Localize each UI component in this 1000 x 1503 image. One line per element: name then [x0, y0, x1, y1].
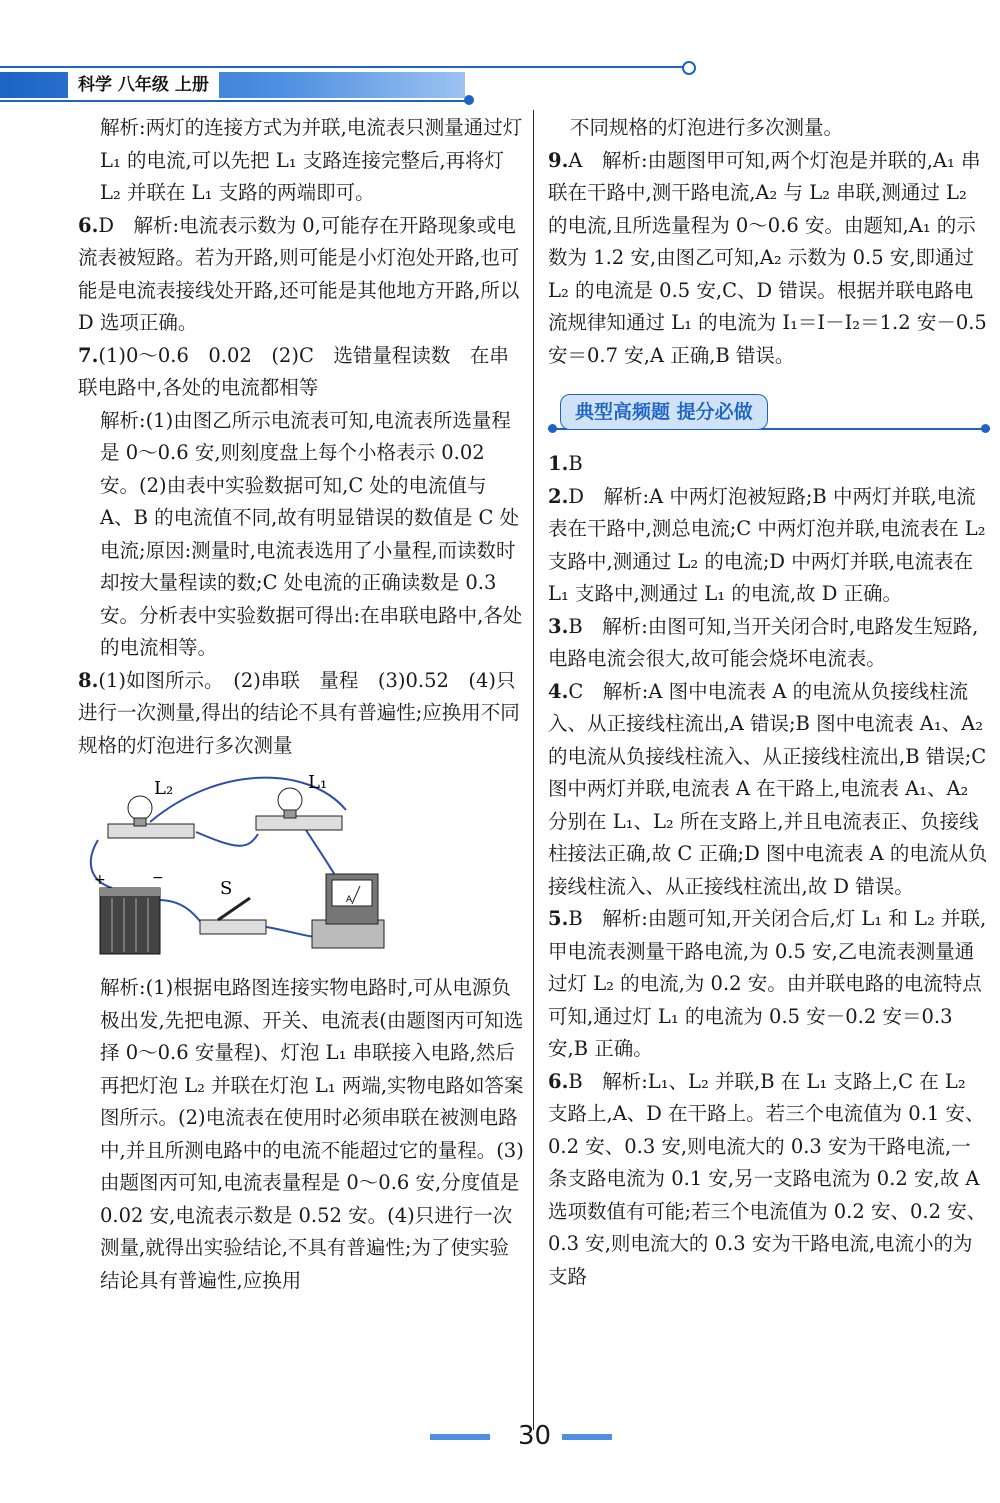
question-text: A 解析:由题图甲可知,两个灯泡是并联的,A₁ 串联在干路中,测干路电流,A₂ 与 L₂ 串联,测通过 L₂ 的电流,且所选量程为 0～0.6 安。由题知,A₁ 的示数为 1.2 安,由图乙可知,A₂ 示数为 0.5 安,即通过 L₂ 的电流是 0.5 安,C、D 错误。根据并联电路电流规律知通过 L₁ 的电流为 I₁＝I－I₂＝1.2 安－0.5 安＝0.7 安,A 正确,B 错误。	[548, 148, 987, 367]
item-text: C 解析:A 图中电流表 A 的电流从负接线柱流入、从正接线柱流出,A 错误;B 图中电流表 A₁、A₂ 的电流从负接线柱流入、从正接线柱流出,B 错误;C 图中两灯并联,电流表 A 在干路上,电流表 A₁、A₂ 分别在 L₁、L₂ 所在支路上,并且电流表正、负接线柱接法正确,故 C 正确;D 图中电流表 A 的电流从负接线柱流入、从正接线柱流出,故 D 错误。	[548, 679, 988, 898]
section-header	[548, 390, 990, 434]
switch-label: S	[220, 878, 233, 899]
book-title: 科学 八年级 上册	[68, 72, 219, 98]
item-4	[548, 676, 990, 904]
switch-s	[200, 878, 266, 934]
header-rule	[0, 66, 690, 68]
question-text: D 解析:电流表示数为 0,可能存在开路现象或电流表被短路。若为开路,则可能是小灯泡处开路,也可能是电流表接线处开路,还可能是其他地方开路,所以 D 选项正确。	[78, 213, 520, 334]
question-number: 6.	[78, 213, 99, 237]
question-8	[78, 665, 524, 763]
section-dot-left	[548, 424, 557, 433]
item-2	[548, 481, 990, 611]
bulb-l2-label: L₂	[154, 778, 174, 799]
q8-analysis-continued: 不同规格的灯泡进行多次测量。	[570, 116, 844, 139]
footer-bar-left	[430, 1434, 490, 1440]
question-answer: (1)如图所示。 (2)串联 量程 (3)0.52 (4)只进行一次测量,得出的结论不具有普遍性;应换用不同规格的灯泡进行多次测量	[78, 668, 520, 757]
wire-battery-switch	[158, 900, 206, 928]
section-dot-right	[981, 424, 990, 433]
header-rule-lower	[0, 100, 470, 102]
header-dot-ornament	[682, 61, 696, 75]
wire-mid	[196, 832, 258, 846]
q7-analysis: 解析:(1)由图乙所示电流表可知,电流表所选量程是 0～0.6 安,则刻度盘上每个小格表示 0.02 安。(2)由表中实验数据可知,C 处的电流值与 A、B 的电流值不同,故有明显错误的数值是 C 处电流;原因:测量时,电流表选用了小量程,而读数时却按大量程读的数;C 处电流的正确读数是 0.3 安。分析表中实验数据可得出:在串联电路中,各处的电流相等。	[100, 408, 523, 659]
battery-plus-label: +	[94, 872, 106, 888]
item-number: 1.	[548, 452, 569, 475]
item-1	[548, 448, 990, 481]
page-header	[0, 0, 1000, 110]
item-number: 3.	[548, 614, 569, 638]
footer-bar-right	[562, 1434, 612, 1440]
bulb-l1-label: L₁	[308, 772, 328, 793]
question-answer: (1)0～0.6 0.02 (2)C 选错量程读数 在串联电路中,各处的电流都相等	[78, 343, 509, 399]
item-3	[548, 611, 990, 676]
battery	[94, 870, 164, 954]
ammeter	[312, 874, 384, 948]
question-number: 8.	[78, 668, 99, 692]
circuit-figure	[78, 770, 478, 960]
column-divider	[533, 110, 534, 1430]
battery-minus-label: −	[152, 870, 164, 886]
item-text: D 解析:A 中两灯泡被短路;B 中两灯并联,电流表在干路中,测总电流;C 中两灯泡并联,电流表在 L₂ 支路中,测通过 L₂ 的电流;D 中两灯并联,电流表在 L₁ 支路中,测通过 L₁ 的电流,故 D 正确。	[548, 484, 986, 605]
left-column	[78, 112, 524, 1297]
ammeter-label: A	[346, 895, 353, 905]
right-column	[548, 112, 990, 1293]
item-5	[548, 903, 990, 1066]
q8-analysis: 解析:(1)根据电路图连接实物电路时,可从电源负极出发,先把电源、开关、电流表(由题图丙可知选择 0～0.6 安量程)、灯泡 L₁ 串联接入电路,然后再把灯泡 L₂ 并联在灯泡 L₁ 两端,实物电路如答案图所示。(2)电流表在使用时必须串联在被测电路中,并且所测电路中的电流不能超过它的量程。(3)由题图丙可知,电流表量程是 0～0.6 安,分度值是 0.02 安,电流表示数是 0.52 安。(4)只进行一次测量,就得出实验结论,不具有普遍性;为了使实验结论具有普遍性,应换用	[100, 976, 524, 1292]
item-text: B 解析:由题可知,开关闭合后,灯 L₁ 和 L₂ 并联,甲电流表测量干路电流,为 0.5 安,乙电流表测量通过灯 L₂ 的电流,为 0.2 安。由并联电路的电流特点可知,通过灯 L₁ 的电流为 0.5 安－0.2 安＝0.3 安,B 正确。	[548, 907, 987, 1060]
item-text: B 解析:L₁、L₂ 并联,B 在 L₁ 支路上,C 在 L₂ 支路上,A、D 在干路上。若三个电流值为 0.1 安、0.2 安、0.3 安,则电流大的 0.3 安为干路电流,一条支路电流为 0.1 安,另一支路电流为 0.2 安,故 A 选项数值有可能;若三个电流值为 0.2 安、0.2 安、0.3 安,则电流大的 0.3 安为干路电流,电流小的为支路	[548, 1069, 987, 1288]
question-number: 7.	[78, 343, 99, 367]
bulb-l2	[108, 778, 194, 838]
page-number: 30	[518, 1421, 552, 1451]
item-text: B 解析:由图可知,当开关闭合时,电路发生短路,电路电流会很大,故可能会烧坏电流表。	[548, 614, 979, 670]
header-dot-ornament-lower	[464, 95, 474, 105]
item-text: B	[568, 452, 583, 475]
question-9	[548, 145, 990, 373]
item-number: 5.	[548, 907, 569, 930]
page-footer	[0, 1418, 1000, 1454]
question-number: 9.	[548, 148, 569, 172]
bulb-l1	[256, 772, 342, 830]
item-6	[548, 1066, 990, 1294]
q5-analysis: 解析:两灯的连接方式为并联,电流表只测量通过灯 L₁ 的电流,可以先把 L₁ 支路连接完整后,再将灯 L₂ 并联在 L₁ 支路的两端即可。	[100, 116, 523, 204]
item-number: 6.	[548, 1069, 569, 1093]
section-title: 典型高频题 提分必做	[560, 394, 768, 430]
item-number: 4.	[548, 679, 569, 703]
question-6	[78, 210, 524, 340]
question-7	[78, 340, 524, 405]
item-number: 2.	[548, 484, 569, 508]
